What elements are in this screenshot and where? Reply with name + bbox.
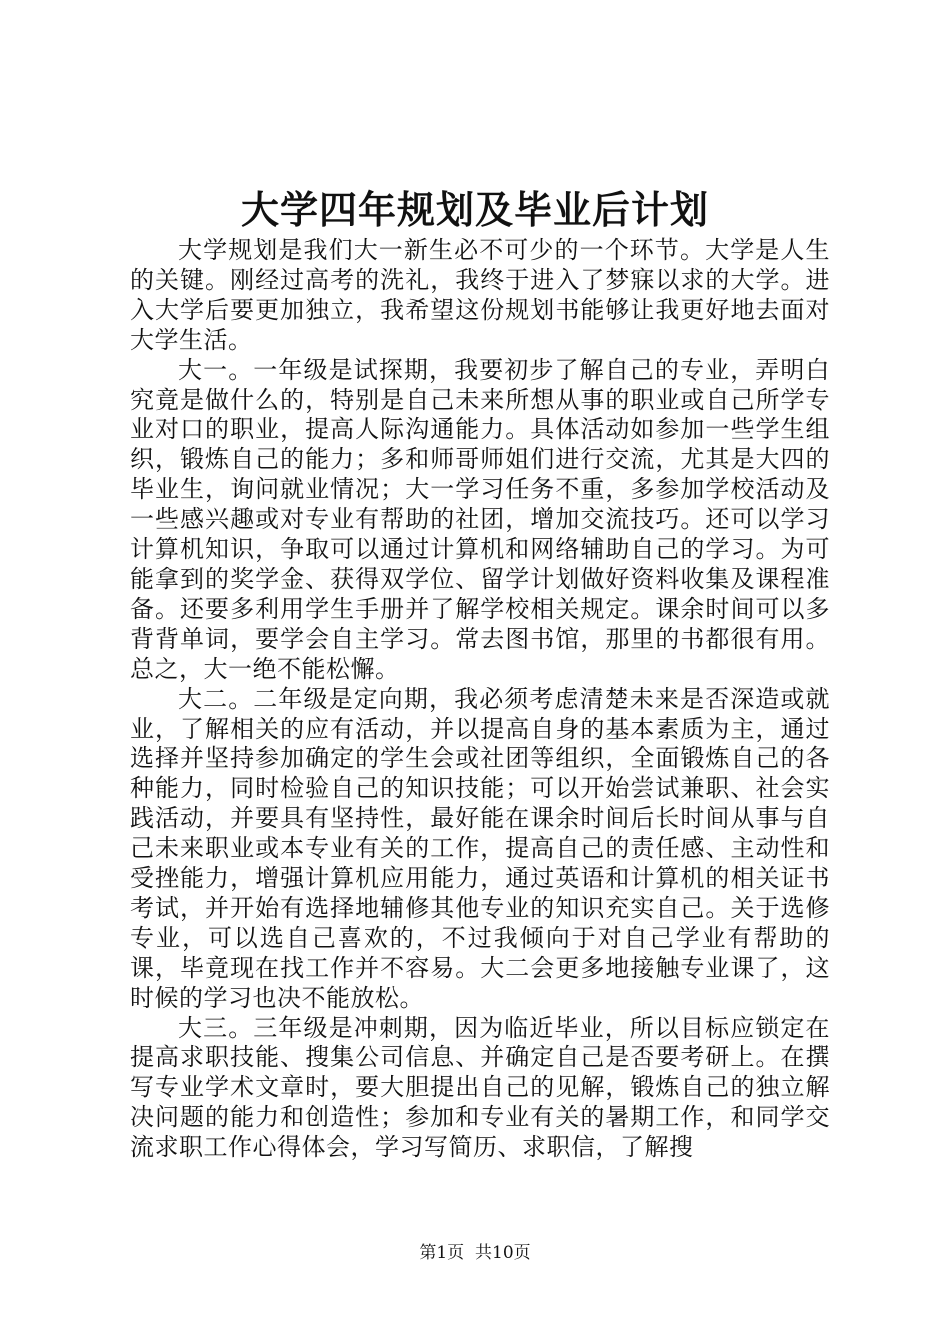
paragraph-freshman: 大一。一年级是试探期，我要初步了解自己的专业，弄明白究竟是做什么的，特别是自己未来所想从事的职业或自己所学专业对口的职业，提高人际沟通能力。具体活动如参加一些学生组织，锻炼自己的能力；多和师哥师姐们进行交流，尤其是大四的毕业生，询问就业情况；大一学习任务不重，多参加学校活动及一些感兴趣或对专业有帮助的社团，增加交流技巧。还可以学习计算机知识，争取可以通过计算机和网络辅助自己的学习。为可能拿到的奖学金、获得双学位、留学计划做好资料收集及课程准备。还要多利用学生手册并了解学校相关规定。课余时间可以多背背单词，要学会自主学习。常去图书馆，那里的书都很有用。总之，大一绝不能松懈。 [130, 355, 830, 683]
paragraph-junior: 大三。三年级是冲刺期，因为临近毕业，所以目标应锁定在提高求职技能、搜集公司信息、并确定自己是否要考研上。在撰写专业学术文章时，要大胆提出自己的见解，锻炼自己的独立解决问题的能力和创造性；参加和专业有关的暑期工作，和同学交流求职工作心得体会，学习写简历、求职信，了解搜 [130, 1013, 830, 1162]
page-number: 第1页 [419, 1243, 465, 1263]
paragraph-intro: 大学规划是我们大一新生必不可少的一个环节。大学是人生的关键。刚经过高考的洗礼，我终于进入了梦寐以求的大学。进入大学后要更加独立，我希望这份规划书能够让我更好地去面对大学生活。 [130, 236, 830, 354]
document-body [130, 236, 830, 1163]
paragraph-sophomore: 大二。二年级是定向期，我必须考虑清楚未来是否深造或就业，了解相关的应有活动，并以提高自身的基本素质为主，通过选择并坚持参加确定的学生会或社团等组织，全面锻炼自己的各种能力，同时检验自己的知识技能；可以开始尝试兼职、社会实践活动，并要具有坚持性，最好能在课余时间后长时间从事与自己未来职业或本专业有关的工作，提高自己的责任感、主动性和受挫能力，增强计算机应用能力，通过英语和计算机的相关证书考试，并开始有选择地辅修其他专业的知识充实自己。关于选修专业，可以选自己喜欢的，不过我倾向于对自己学业有帮助的课，毕竟现在找工作并不容易。大二会更多地接触专业课了，这时候的学习也决不能放松。 [130, 684, 830, 1012]
page-footer [0, 1242, 950, 1264]
page-total: 共10页 [475, 1243, 531, 1263]
page-title: 大学四年规划及毕业后计划 [240, 187, 709, 232]
